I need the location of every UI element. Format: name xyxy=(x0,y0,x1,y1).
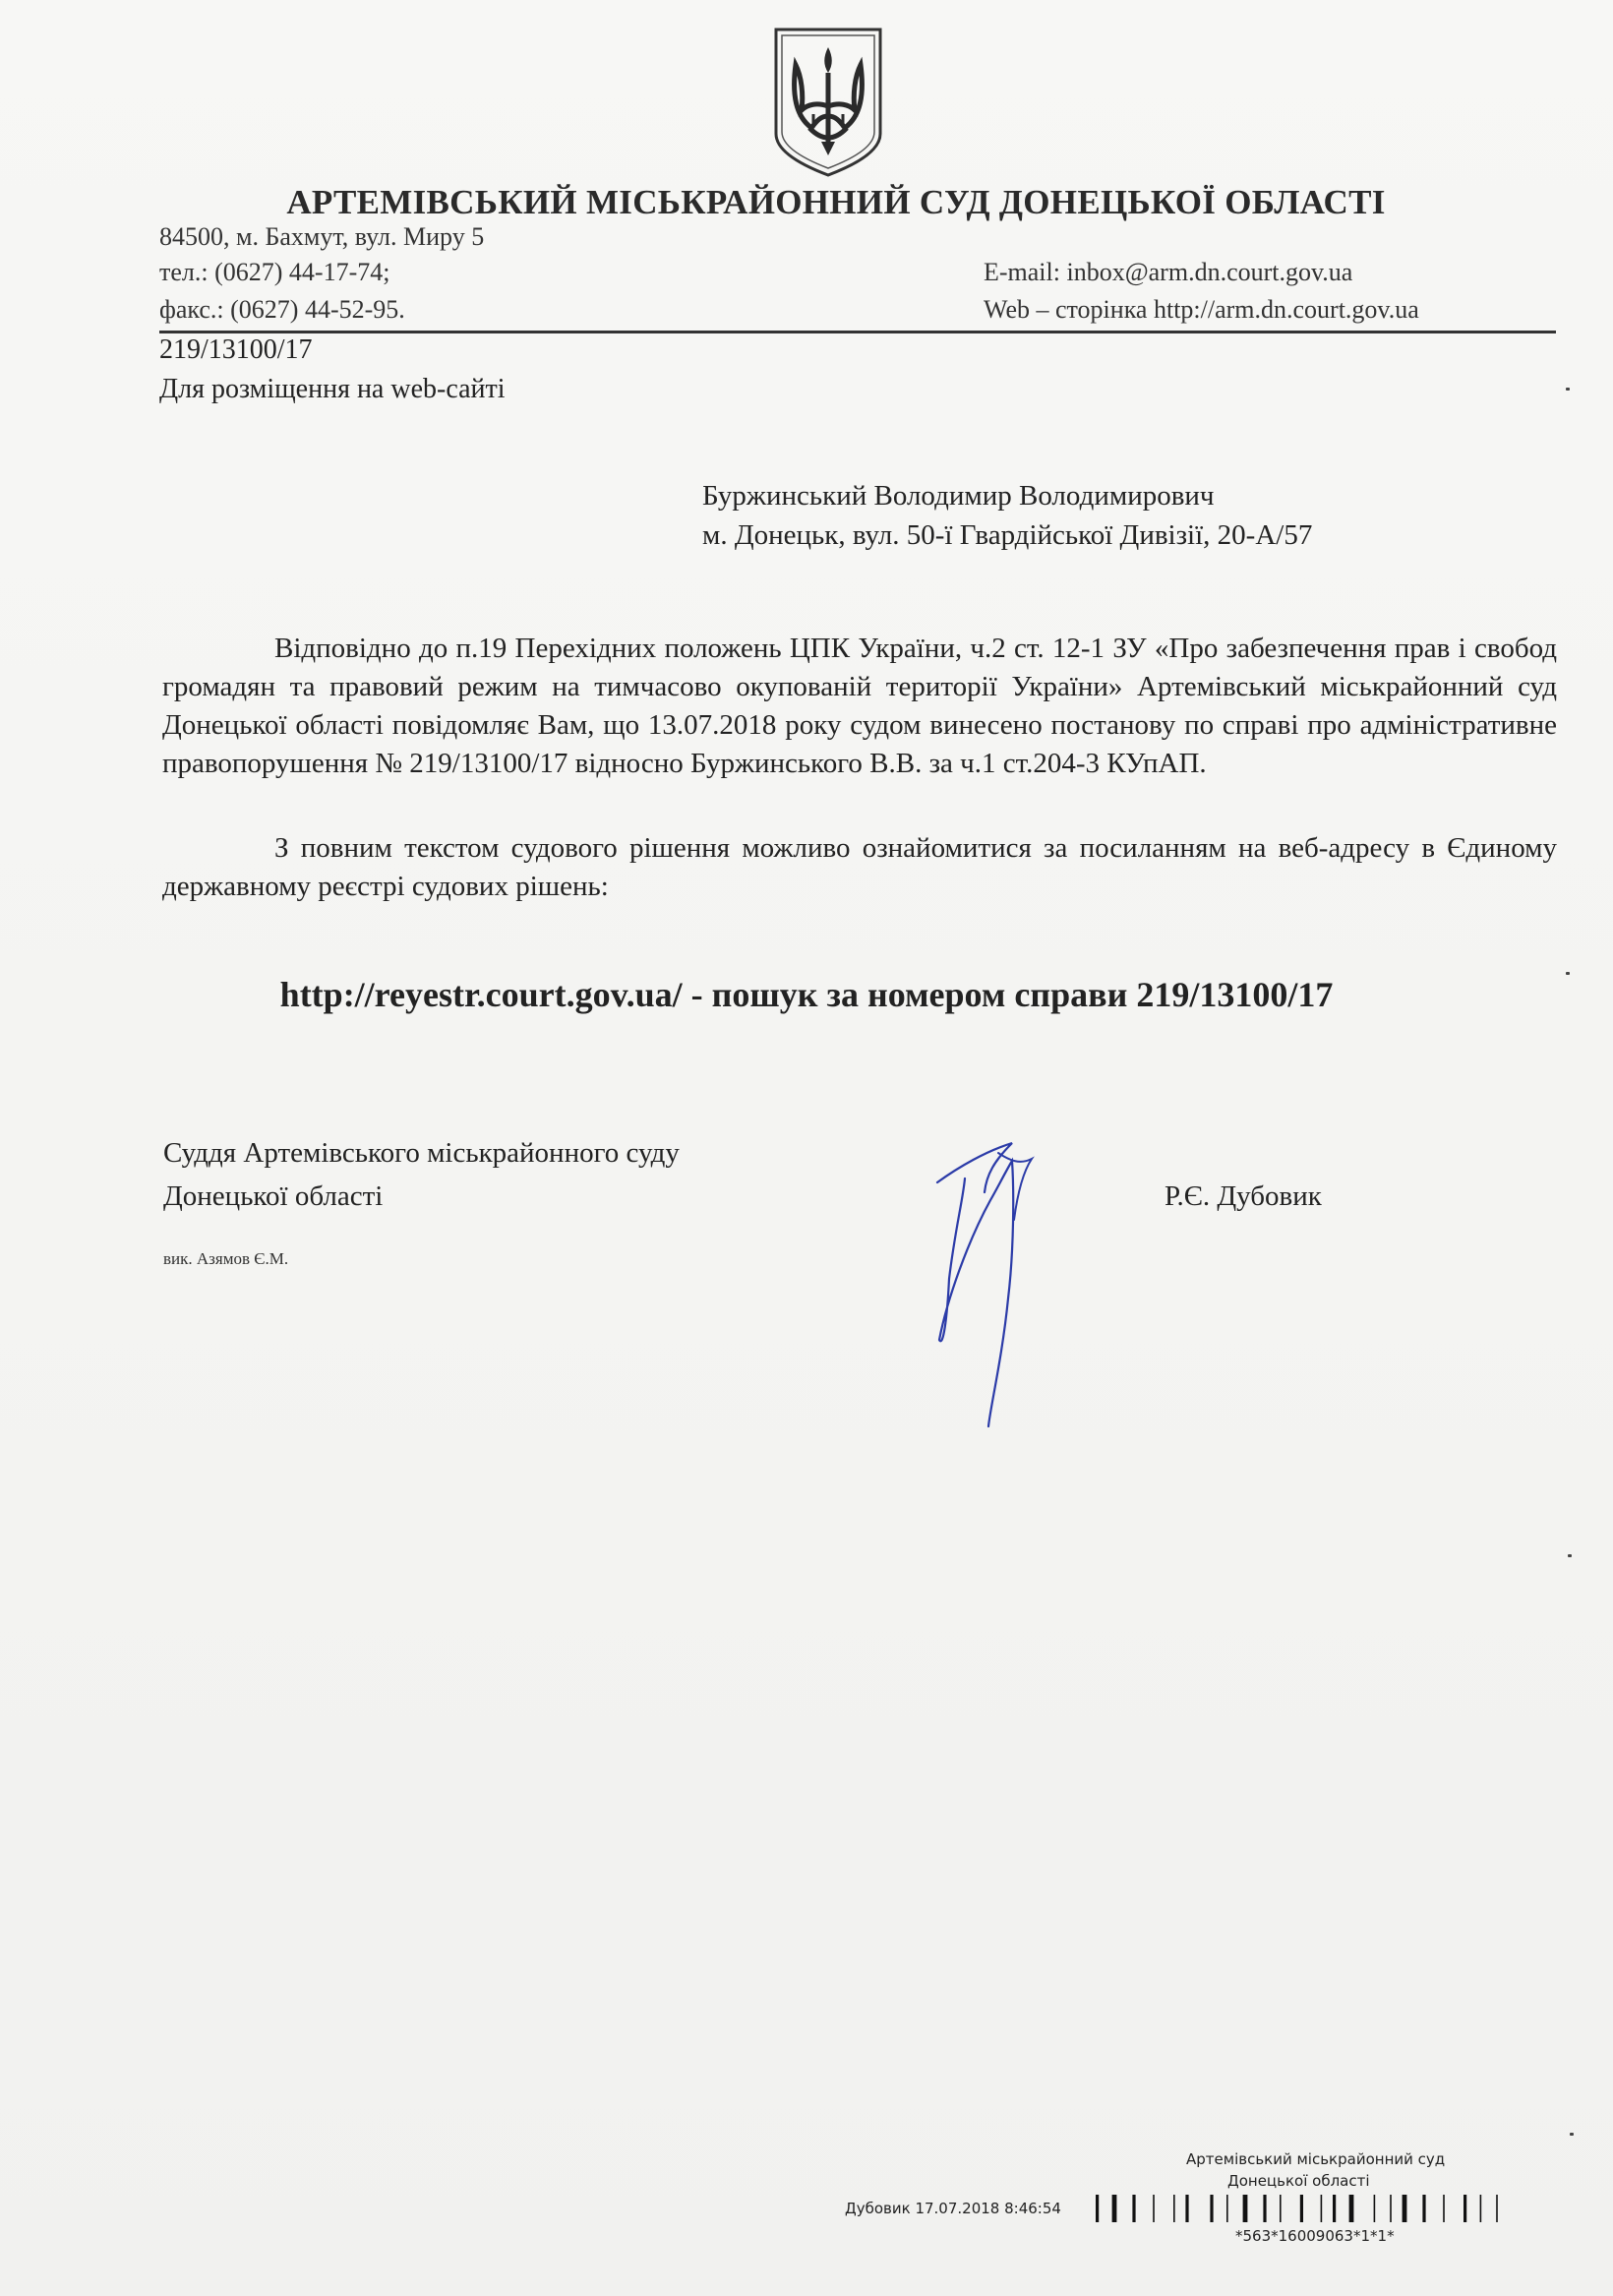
header-divider xyxy=(159,331,1556,333)
court-email: E-mail: inbox@arm.dn.court.gov.ua xyxy=(984,258,1353,286)
body-paragraph-2-text: З повним текстом судового рішення можливо ознайомитися за посиланням на веб-адресу в Єдиному державному реєстрі судових рішень: xyxy=(162,832,1557,902)
scan-speck xyxy=(1566,388,1570,391)
case-number: 219/13100/17 xyxy=(159,334,313,365)
scan-speck xyxy=(1566,972,1570,975)
stamp-court-line-1: Артемівський міськрайонний суд xyxy=(1186,2150,1446,2168)
court-name: АРТЕМІВСЬКИЙ МІСЬКРАЙОННИЙ СУД ДОНЕЦЬКОЇ ОБЛАСТІ xyxy=(286,183,1386,221)
court-address: 84500, м. Бахмут, вул. Миру 5 xyxy=(159,222,485,251)
court-fax: факс.: (0627) 44-52-95. xyxy=(159,295,405,324)
scan-speck xyxy=(1570,2133,1574,2136)
judge-title-line-1: Суддя Артемівського міськрайонного суду xyxy=(163,1137,680,1169)
registry-link: http://reyestr.court.gov.ua/ - пошук за номером справи 219/13100/17 xyxy=(279,975,1334,1014)
recipient-name: Буржинський Володимир Володимирович xyxy=(702,480,1215,512)
body-paragraph-1-text: Відповідно до п.19 Перехідних положень ЦПК України, ч.2 ст. 12-1 ЗУ «Про забезпечення прав і свобод громадян та правовий режим на тимчасово окупованій території України» Артемівський міськрайонний суд Донецької області повідомляє Вам, що 13.07.2018 року судом винесено постанову по справі про адміністративне правопорушення № 219/13100/17 відносно Буржинського В.В. за ч.1 ст.204-3 КУпАП. xyxy=(162,633,1557,779)
barcode xyxy=(1092,2191,1564,2226)
ukraine-trident-emblem-icon xyxy=(770,26,886,178)
body-paragraph-1 xyxy=(162,630,1557,783)
executor-note: вик. Азямов Є.М. xyxy=(163,1249,289,1268)
document-purpose: Для розміщення на web-сайті xyxy=(159,374,506,404)
stamp-court-line-2: Донецької області xyxy=(1227,2172,1370,2190)
court-phone: тел.: (0627) 44-17-74; xyxy=(159,258,390,286)
handwritten-signature xyxy=(929,1131,1057,1436)
scan-speck xyxy=(1568,1554,1572,1557)
court-website: Web – сторінка http://arm.dn.court.gov.ua xyxy=(984,295,1419,324)
judge-name: Р.Є. Дубовик xyxy=(1165,1180,1322,1212)
judge-title-line-2: Донецької області xyxy=(163,1180,384,1212)
stamp-signed-by: Дубовик 17.07.2018 8:46:54 xyxy=(845,2200,1061,2217)
recipient-address: м. Донецьк, вул. 50-ї Гвардійської Дивізії, 20-А/57 xyxy=(702,519,1313,551)
barcode-number: *563*16009063*1*1* xyxy=(1235,2227,1395,2245)
body-paragraph-2 xyxy=(162,829,1557,906)
